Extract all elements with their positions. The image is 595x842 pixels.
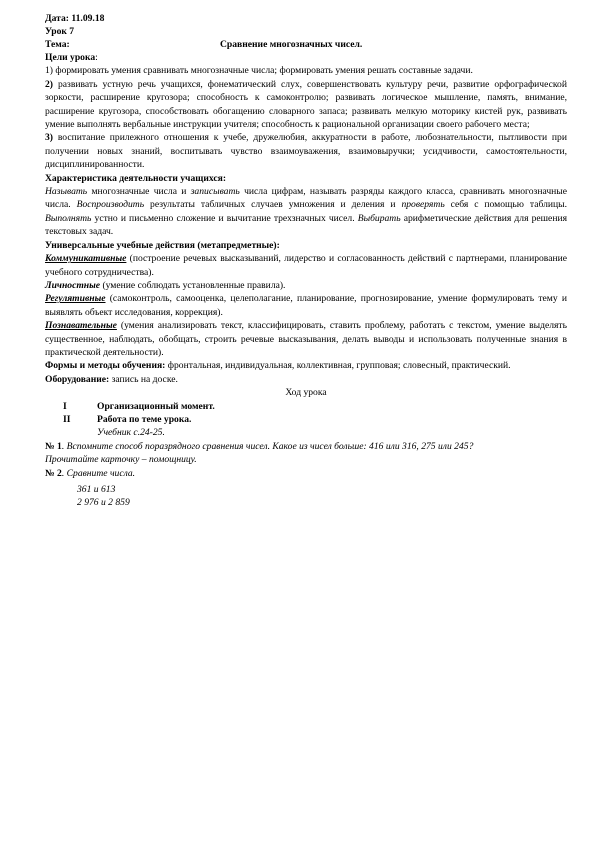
lesson-progress-heading: Ход урока xyxy=(285,387,327,399)
equipment: Оборудование: запись на доске. xyxy=(45,373,178,385)
goals-title: Цели урока xyxy=(45,52,96,63)
section-1-number: I xyxy=(63,400,67,412)
lesson-number: Урок 7 xyxy=(45,26,75,37)
compare-pair-1: 361 и 613 xyxy=(77,484,116,495)
goals-title-line: Цели урока: xyxy=(45,52,98,63)
section-2 xyxy=(63,413,567,426)
topic-label: Тема: xyxy=(45,39,70,50)
task-2: № 2. Сравните числа. xyxy=(45,467,136,479)
lesson-date: Дата: 11.09.18 xyxy=(45,13,105,24)
task-1: № 1. Вспомните способ поразрядного сравнения чисел. Какое из чисел больше: 416 или 316, 275 или 245? xyxy=(45,440,474,452)
uud-cognitive: Познавательные (умения анализировать текст, классифицировать, ставить проблему, работать с текстом, умение выделять существенное, наблюдать, обобщать, строить речевые высказывания, делать выводы и использовать полученные знания в практической деятельности). xyxy=(45,320,567,358)
uud-title: Универсальные учебные действия (метапредметные): xyxy=(45,239,280,251)
document-page xyxy=(45,12,567,510)
section-2-title: Работа по теме урока. xyxy=(97,413,192,425)
goal-1: 1) формировать умения сравнивать многозначные числа; формировать умения решать составные задачи. xyxy=(45,65,473,77)
uud-communicative: Коммуникативные (построение речевых высказываний, лидерство и согласованность действий с партнерами, планирование учебного сотрудничества). xyxy=(45,253,567,278)
task-1-note: Прочитайте карточку – помощницу. xyxy=(45,454,197,466)
characteristics-title: Характеристика деятельности учащихся: xyxy=(45,172,227,184)
forms-methods: Формы и методы обучения: фронтальная, индивидуальная, коллективная, групповая; словесный, практический. xyxy=(45,360,511,372)
compare-pair-2: 2 976 и 2 859 xyxy=(77,497,130,509)
textbook-pages: Учебник с.24-25. xyxy=(97,427,165,439)
section-1 xyxy=(63,400,567,413)
section-1-title: Организационный момент. xyxy=(97,400,215,412)
topic-row xyxy=(45,38,567,51)
uud-regulatory: Регулятивные (самоконтроль, самооценка, целеполагание, планирование, прогнозирование, умение формулировать тему и выявлять объект исследования, коррекция). xyxy=(45,293,567,318)
characteristics-text: Называть многозначные числа и записывать числа цифрам, называть разряды каждого класса, сравнивать многозначные числа. Воспроизводить результаты табличных случаев умножения и деления и проверять себя с помощью таблицы. Выполнять устно и письменно сложение и вычитание трехзначных чисел. Выбирать арифметические действия для решения текстовых задач. xyxy=(45,186,568,238)
goal-3: 3) воспитание прилежного отношения к учебе, дружелюбия, аккуратности в работе, любознательности, пытливости при получении новых знаний, воспитывать чувство взаимоуважения, взаимовыручки; усидчивости, самостоятельности, дисциплинированности. xyxy=(45,132,567,171)
uud-personal: Личностные (умение соблюдать установленные правила). xyxy=(45,279,286,291)
section-2-number: II xyxy=(63,413,71,425)
goal-2: 2) развивать устную речь учащихся, фонематический слух, совершенствовать культуру речи, развитие орфографической зоркости, расширение кругозора; способность к самоконтролю; развивать логическое мышление, память, внимание, расширение кругозора, способствовать обогащению словарного запаса; развивать мелкую моторику кистей рук, развивать умение выполнять вербальные инструкции учителя; способность к рациональной организации своего рабочего места; xyxy=(45,78,567,131)
topic-title: Сравнение многозначных чисел. xyxy=(220,39,363,50)
